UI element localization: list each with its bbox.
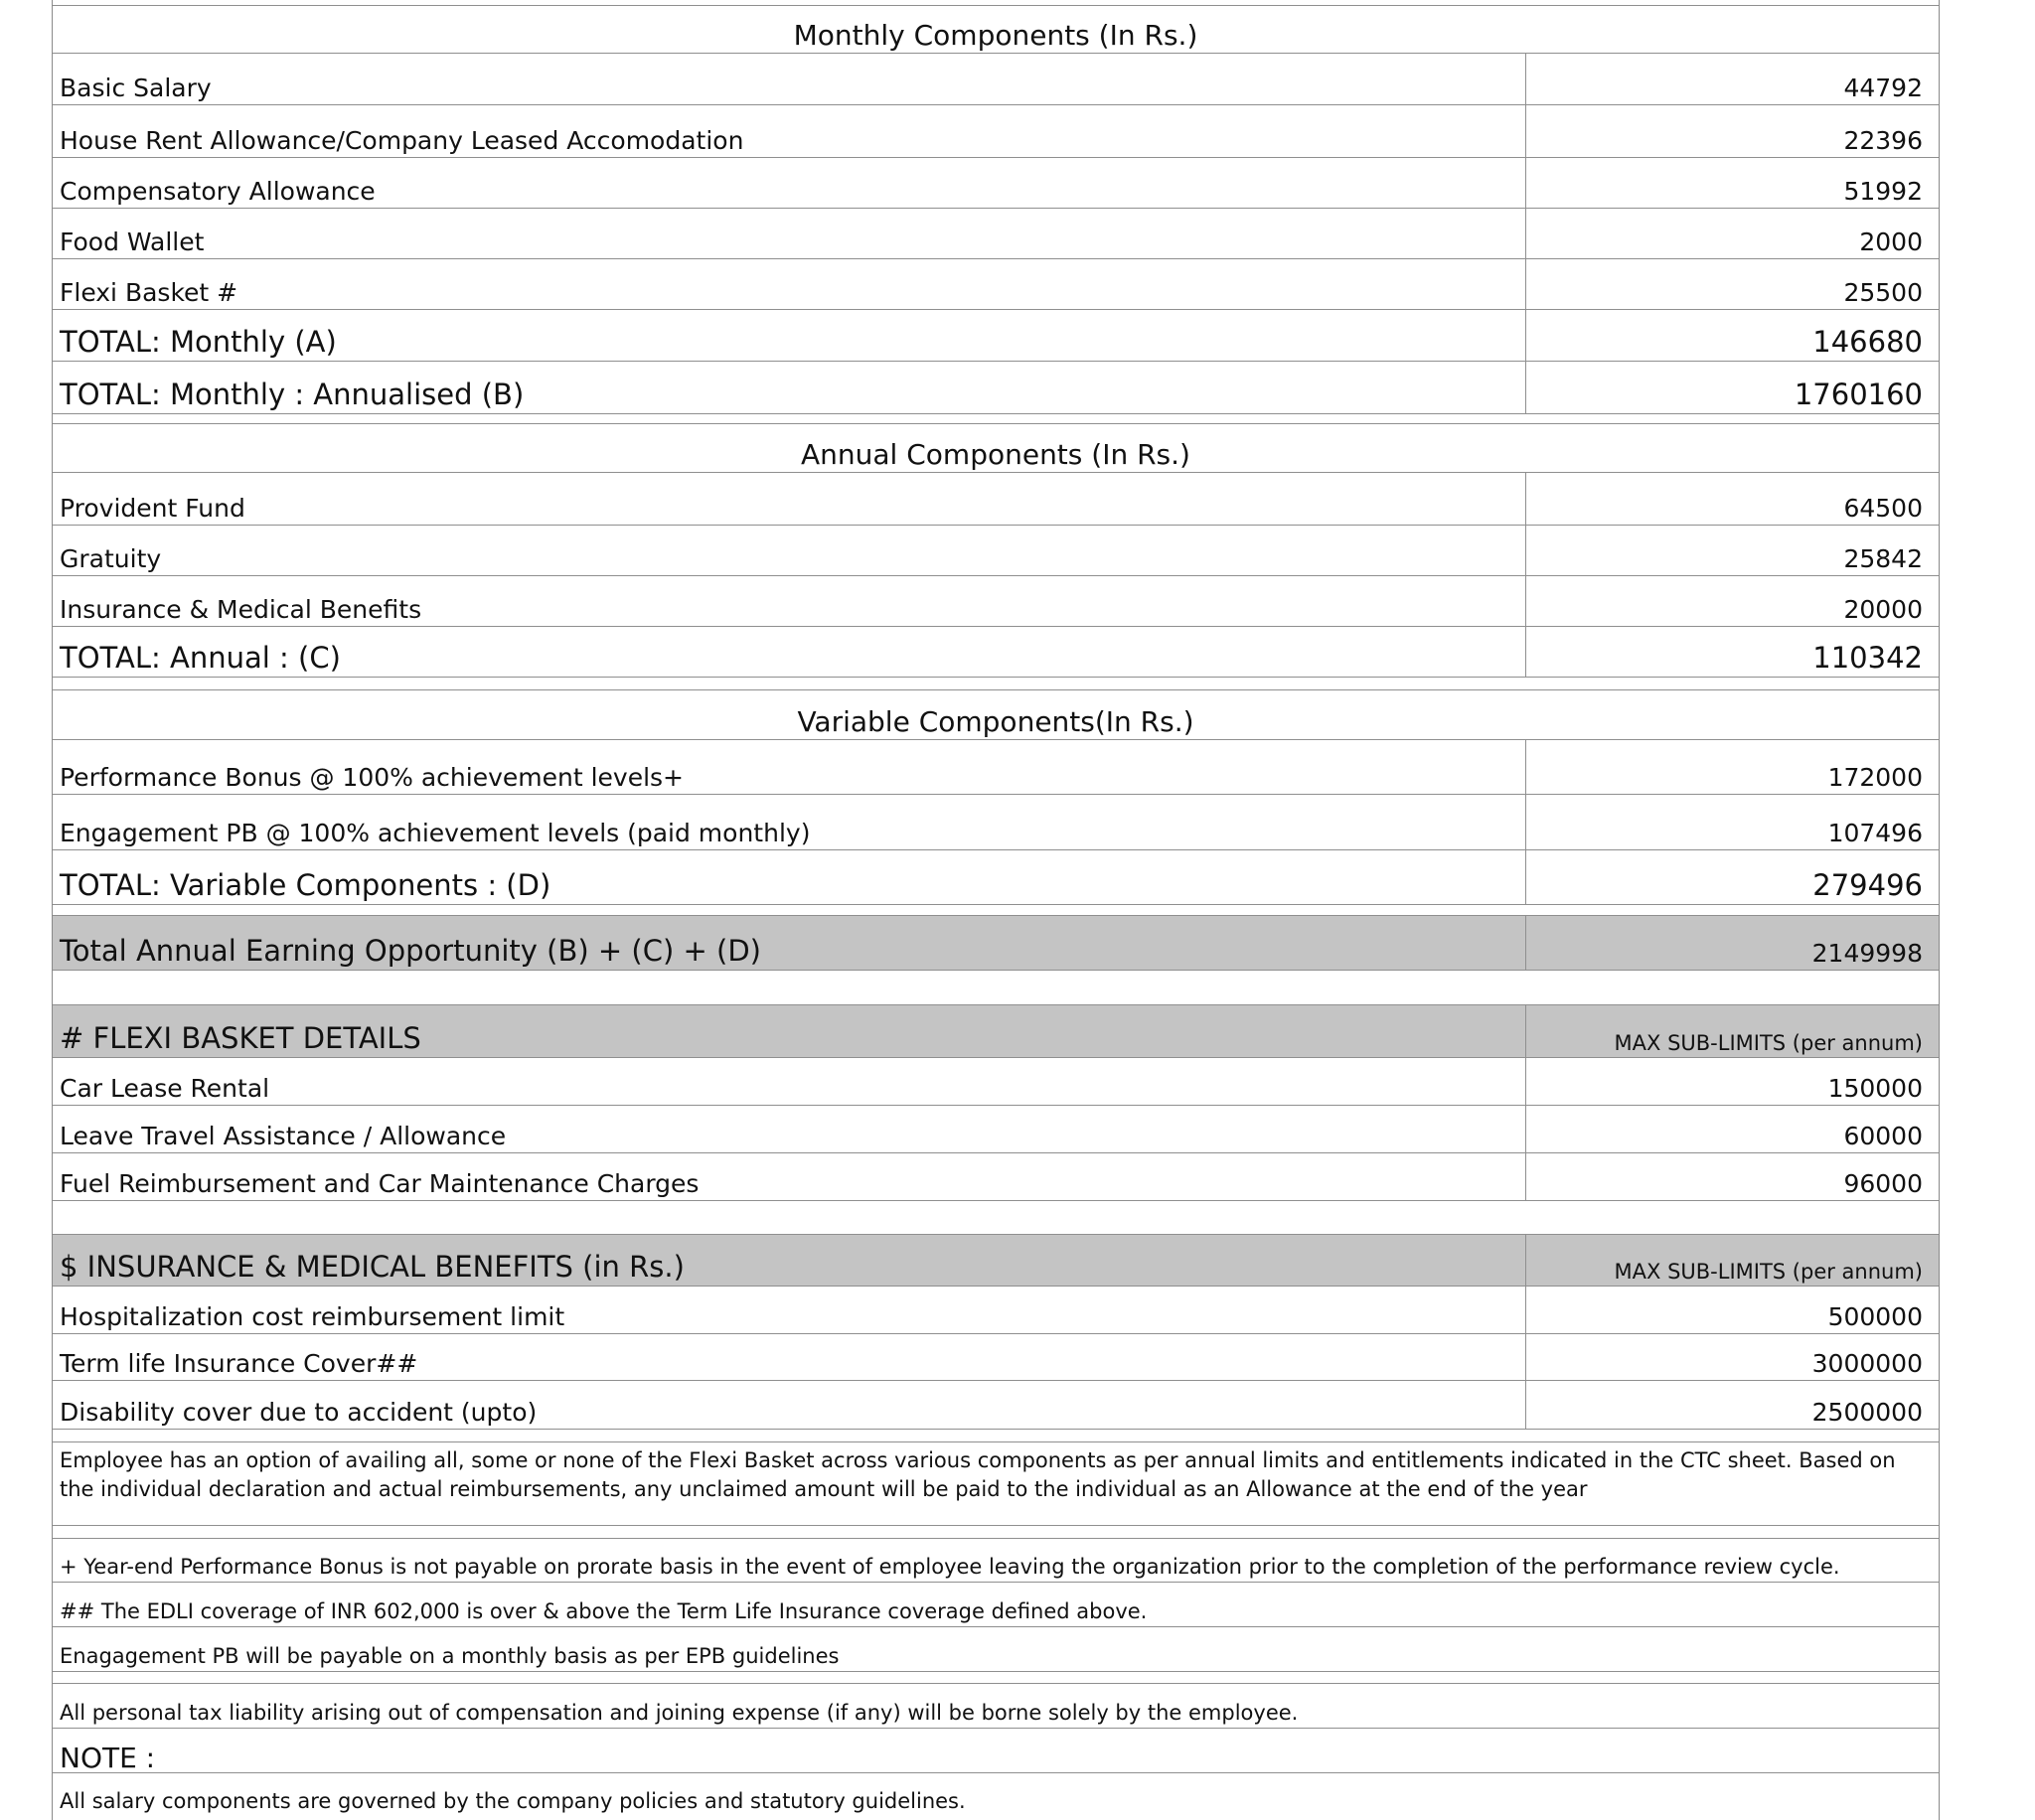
flexi-note: Employee has an option of availing all, some or none of the Flexi Basket across various components as per annual limits and entitlements indicated in the CTC sheet. Based on the individual declaration and actual reimbursements, any unclaimed amount will be paid to the individual as an Allowance at the end of the year (53, 1442, 1939, 1526)
row-label: Leave Travel Assistance / Allowance (60, 1122, 507, 1150)
row-value: 44792 (1525, 54, 1939, 104)
table-row (53, 1058, 1939, 1106)
row-value: 25842 (1525, 526, 1939, 575)
table-row (53, 1381, 1939, 1430)
flexi-limit-header: MAX SUB-LIMITS (per annum) (1525, 1005, 1939, 1057)
total-label: TOTAL: Annual : (C) (60, 641, 341, 675)
annual-section-title: Annual Components (In Rs.) (53, 424, 1939, 473)
grand-total-row (53, 916, 1939, 971)
spacer-row (53, 1201, 1939, 1235)
total-row (53, 850, 1939, 905)
row-value: 20000 (1525, 576, 1939, 626)
row-label: Provident Fund (60, 494, 245, 523)
spacer-row (53, 1526, 1939, 1539)
total-row (53, 627, 1939, 678)
flexi-header-row (53, 1005, 1939, 1058)
row-value: 107496 (1525, 795, 1939, 849)
row-value: 172000 (1525, 740, 1939, 794)
table-row (53, 209, 1939, 259)
total-label: TOTAL: Variable Components : (D) (60, 868, 551, 902)
insurance-limit-header: MAX SUB-LIMITS (per annum) (1525, 1235, 1939, 1286)
table-row (53, 54, 1939, 105)
policy-note: All salary components are governed by the company policies and statutory guidelines. (60, 1789, 966, 1813)
edli-note: ## The EDLI coverage of INR 602,000 is over & above the Term Life Insurance coverage defined above. (53, 1583, 1939, 1627)
row-label: Disability cover due to accident (upto) (60, 1398, 538, 1427)
insurance-header-row (53, 1235, 1939, 1287)
bonus-note: + Year-end Performance Bonus is not payable on prorate basis in the event of employee leaving the organization prior to the completion of the performance review cycle. (53, 1539, 1939, 1583)
variable-section-title: Variable Components(In Rs.) (53, 690, 1939, 740)
tax-note: All personal tax liability arising out of compensation and joining expense (if any) will be borne solely by the employee. (53, 1684, 1939, 1729)
total-row (53, 310, 1939, 362)
row-value: 25500 (1525, 259, 1939, 309)
total-label: TOTAL: Monthly (A) (60, 325, 337, 359)
row-label: Hospitalization cost reimbursement limit (60, 1302, 565, 1331)
row-label: Food Wallet (60, 228, 205, 256)
row-value: 51992 (1525, 158, 1939, 208)
grand-total-label: Total Annual Earning Opportunity (B) + (C) + (D) (60, 934, 761, 968)
total-value: 279496 (1525, 850, 1939, 904)
table-row (53, 259, 1939, 310)
row-label: Performance Bonus @ 100% achievement levels+ (60, 763, 685, 792)
table-row (53, 105, 1939, 158)
row-value: 3000000 (1525, 1334, 1939, 1380)
total-value: 110342 (1525, 627, 1939, 677)
row-label: Insurance & Medical Benefits (60, 595, 422, 624)
ctc-sheet (52, 0, 1940, 1820)
row-label: House Rent Allowance/Company Leased Accomodation (60, 126, 744, 155)
note-heading: NOTE : (53, 1729, 1939, 1773)
row-value: 500000 (1525, 1287, 1939, 1333)
row-label: Car Lease Rental (60, 1074, 270, 1103)
table-row (53, 795, 1939, 850)
table-row (53, 576, 1939, 627)
row-label: Fuel Reimbursement and Car Maintenance Charges (60, 1169, 700, 1198)
table-row (53, 1287, 1939, 1334)
table-row (53, 526, 1939, 576)
table-row (53, 473, 1939, 526)
row-value: 96000 (1525, 1153, 1939, 1200)
row-label: Compensatory Allowance (60, 177, 376, 206)
insurance-section-title: $ INSURANCE & MEDICAL BENEFITS (in Rs.) (60, 1250, 685, 1284)
monthly-section-title: Monthly Components (In Rs.) (53, 6, 1939, 54)
total-label: TOTAL: Monthly : Annualised (B) (60, 378, 525, 411)
row-label: Gratuity (60, 544, 162, 573)
total-value: 146680 (1525, 310, 1939, 361)
total-value: 1760160 (1525, 362, 1939, 413)
spacer-row (53, 414, 1939, 424)
row-value: 2000 (1525, 209, 1939, 258)
row-value: 60000 (1525, 1106, 1939, 1152)
row-label: Flexi Basket # (60, 278, 238, 307)
table-row (53, 1334, 1939, 1381)
spacer-row (53, 971, 1939, 1005)
spacer-row (53, 905, 1939, 916)
table-row (53, 740, 1939, 795)
spacer-row (53, 1672, 1939, 1684)
row-label: Term life Insurance Cover## (60, 1349, 418, 1378)
row-value: 2500000 (1525, 1381, 1939, 1429)
table-row (53, 1153, 1939, 1201)
total-row (53, 362, 1939, 414)
row-value: 22396 (1525, 105, 1939, 157)
grand-total-value: 2149998 (1525, 916, 1939, 970)
row-label: Engagement PB @ 100% achievement levels (paid monthly) (60, 819, 811, 847)
spacer-row (53, 678, 1939, 690)
spacer-row (53, 1430, 1939, 1442)
epb-note: Enagagement PB will be payable on a monthly basis as per EPB guidelines (53, 1627, 1939, 1672)
table-row (53, 158, 1939, 209)
row-value: 150000 (1525, 1058, 1939, 1105)
row-value: 64500 (1525, 473, 1939, 525)
row-label: Basic Salary (60, 74, 212, 102)
flexi-section-title: # FLEXI BASKET DETAILS (60, 1021, 421, 1055)
table-row (53, 1106, 1939, 1153)
